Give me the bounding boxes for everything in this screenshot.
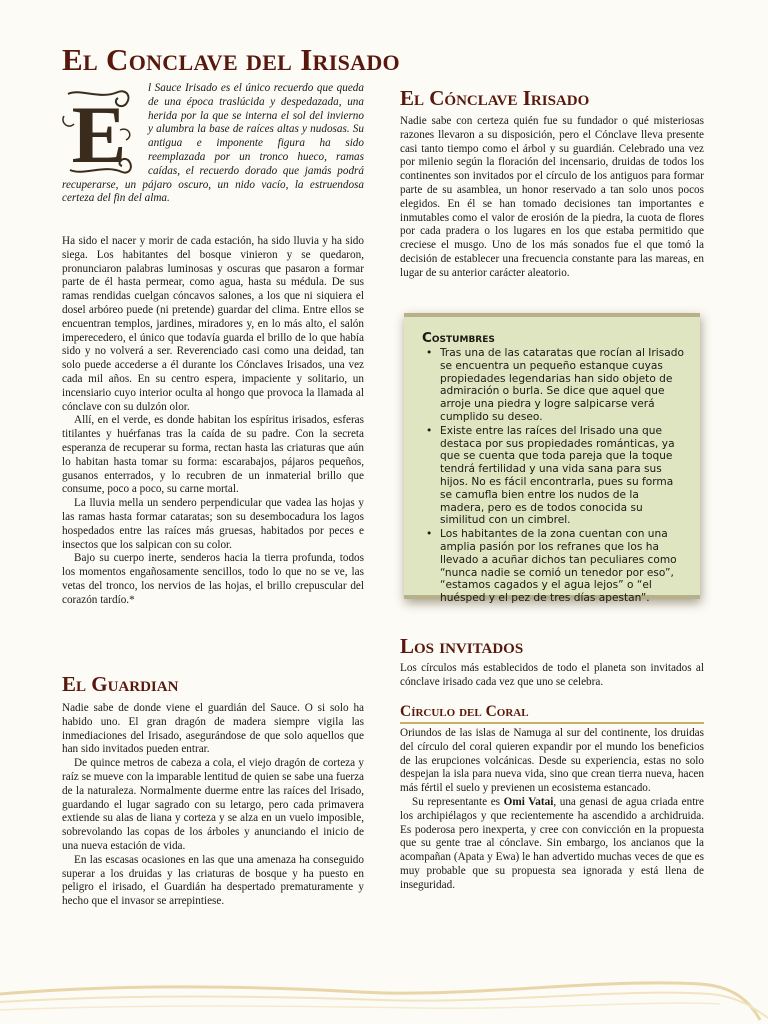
intro-block — [62, 82, 364, 206]
paragraph — [400, 796, 704, 893]
drop-cap-ornament — [60, 86, 138, 176]
paragraph: De quince metros de cabeza a cola, el viejo dragón de corteza y raíz se mueve con la imparable lentitud de quien se sabe una fuerza de la naturaleza. Normalmente duerme entre las raíces del Irisado, guardando el lugar sagrado con su letargo, pero cada primavera extiende su alas de liana y corteza y se alza en un vuelo imposible, sobrevolando las copas de los árboles y anunciando el inicio de una nueva estación de vida. — [62, 757, 364, 852]
list-item: • Los habitantes de la zona cuentan con una amplia pasión por los refranes que los ha llevado a acuñar dichos tan peculiares como “nunca nadie se comió un tenedor por eso”, “estamos cagados y el agua lejos” o “el huésped y el pez de tres días apestan”. — [440, 528, 684, 605]
sidebar-title: Costumbres — [422, 330, 495, 346]
history-block — [62, 235, 364, 608]
guests-section — [400, 634, 704, 690]
conclave-section — [400, 86, 704, 281]
text-fragment: Su representante es — [412, 795, 504, 808]
text-fragment: , una genasi de agua criada entre los archipiélagos y que recientemente ha ascendido a archidruida. Es poderosa pero inexperta, y cree con convicción en la propuesta que su gente trae al cónclave. Sin embargo, los ancianos que la acompañan (Apata y Ewa) le han advertido muchas veces de que es muy probable que su propuesta sea ignorada y está llena de inseguridad. — [400, 795, 705, 891]
subsection-title-coral: Círculo del Coral — [400, 703, 704, 724]
paragraph: Bajo su cuerpo inerte, senderos hacia la tierra profunda, todos los momentos engañosamente sencillos, todo lo que no se ve, las vetas del tronco, los nervios de las hojas, el brillo crepuscular del corazón tardío.* — [62, 552, 364, 606]
customs-sidebar — [404, 313, 700, 605]
paragraph: Los círculos más establecidos de todo el planeta son invitados al cónclave irisado cada vez que uno se celebra. — [400, 662, 704, 688]
section-title-conclave: El Cónclave Irisado — [400, 86, 590, 110]
intro-text: l Sauce Irisado es el único recuerdo que queda de una época traslúcida y despedazada, una herida por la que se interna el sol del invierno y alumbra la base de raíces altas y nudosas. Su antigua e imponente figura ha sido reemplazada por un tronco hueco, ramas caídas, el recuerdo dorado que jamás podrá recuperarse, un pájaro oscuro, un nido vacío, la estruendosa certeza del fin del alma. — [62, 82, 364, 205]
guardian-section — [62, 672, 364, 909]
drop-cap-letter: E — [71, 89, 127, 176]
list-item: • Tras una de las cataratas que rocían al Irisado se encuentra un pequeño estanque cuyas propiedades legendarias han sido objeto de admiración o burla. Se dice que aquel que arroje una piedra y logre salpicarse verá cumplido su deseo. — [440, 347, 684, 424]
section-title-guests: Los invitados — [400, 634, 524, 658]
paragraph: Oriundos de las islas de Namuga al sur del continente, los druidas del círculo del coral quieren expandir por el mundo los beneficios de las erupciones volcánicas. Desde su experiencia, estas no solo despejan la isla para nueva vida, sino que crean tierra nueva, hacen más fértil el suelo y previenen un ecosistema estancado. — [400, 727, 704, 795]
paragraph: La lluvia mella un sendero perpendicular que vadea las hojas y las ramas hasta formar cataratas; son su desembocadura los lagos hospedados entre las raíces más gruesas, habitados por peces e insectos que los salpican con su color. — [62, 497, 364, 551]
section-title-guardian: El Guardian — [62, 672, 179, 696]
paragraph: Nadie sabe de donde viene el guardián del Sauce. O si solo ha habido uno. El gran dragón de madera siempre vigila las inmediaciones del Irisado, asegurándose de que solo aquellos que han sido invitados pueden entrar. — [62, 702, 364, 756]
paragraph: Ha sido el nacer y morir de cada estación, ha sido lluvia y ha sido siega. Los habitantes del bosque vinieron y se quedaron, pronunciaron palabras luminosas y oscuras que pasaron a formar parte de él hasta permear, como agua, hasta su médula. De sus ramas rendidas cuelgan cóncavos salones, a los que ni siquiera el dosel arbóreo puede (ni pretende) guardar del clima. Entre ellos se encuentran templos, jardines, miradores y, en lo más alto, el salón imperecedero, el único que todavía guarda el brillo de lo que había sido y no volverá a ser. Reverenciado casi como una deidad, tan solo puede accederse a él durante los Cónclaves Irisados, una vez cada mil años. En su centro espera, impaciente y solitario, un incensiario cuyo interior oculta al hongo que provoca la llamada al cónclave con su dulzón olor. — [62, 235, 364, 413]
page-title: El Conclave del Irisado — [62, 42, 400, 77]
paragraph: En las escasas ocasiones en las que una amenaza ha conseguido superar a los druidas y las criaturas de bosque y ha puesto en peligro el irisado, el Guardián ha despertado prematuramente y hecho que el invasor se arrepintiese. — [62, 853, 364, 908]
character-name: Omi Vatai — [503, 795, 554, 808]
list-item: • Existe entre las raíces del Irisado una que destaca por sus propiedades románticas, ya que se cuenta que toda pareja que la toque tendrá fertilidad y una vida sana para sus hijos. No es fácil encontrarla, pues su forma se camufla bien entre los nudos de la madera, pero es de todos conocida su similitud con un cimbrel. — [440, 425, 684, 527]
paragraph: Allí, en el verde, es donde habitan los espíritus irisados, esferas titilantes y huérfanas tras la caída de su padre. Con la secreta esperanza de recuperar su forma, rectan hasta las criaturas que aún lo habitan hasta tomar su forma: escarabajos, pájaros pequeños, gusanos enterrados, y lo recubren de un inmaterial brillo que consume, poco a poco, su carne mortal. — [62, 414, 364, 496]
customs-list — [422, 347, 684, 605]
coral-section — [400, 703, 704, 893]
paragraph: Nadie sabe con certeza quién fue su fundador o qué misteriosas razones llevaron a su disposición, pero el Cónclave lleva presente casi tanto tiempo como el árbol y su guardián. Celebrado una vez por milenio según la floración del incensario, druidas de todos los continentes son invitados por el círculo de los antiguos para formar parte de su asamblea, un honor reservado a tan solo unos pocos elegidos. En él se han tomado decisiones tan importantes e inmutables como el valor de erosión de la piedra, la cuota de flores por cada pradera o los lugares en los que estaba permitido que creciese el musgo. Uno de los más sonados fue el que tomó la decisión de establecer una frecuencia constante para las mareas, en lugar de su anterior carácter aleatorio. — [400, 115, 704, 279]
footer-decoration — [0, 958, 768, 1024]
